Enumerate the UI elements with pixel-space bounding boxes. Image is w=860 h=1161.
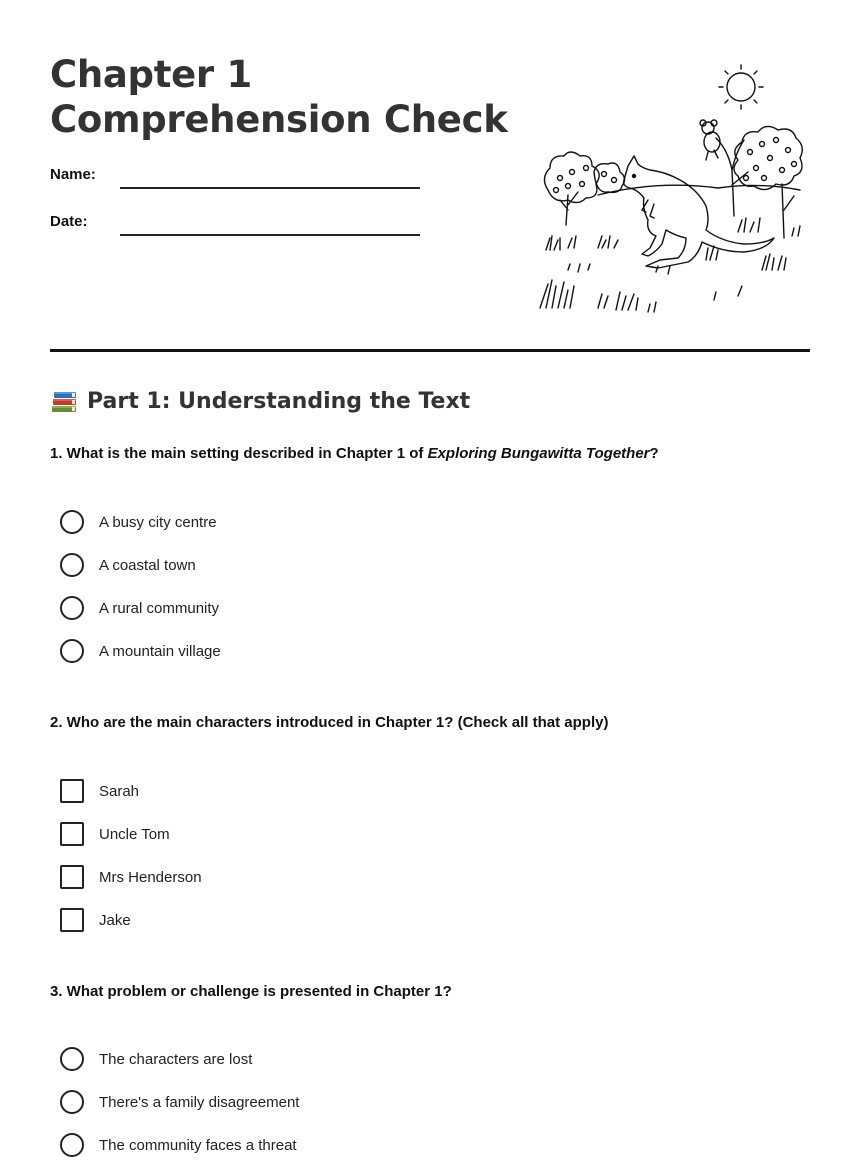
sun-icon (719, 65, 763, 109)
date-field[interactable] (120, 234, 420, 236)
checkbox[interactable] (60, 908, 84, 932)
option-label: Jake (99, 911, 131, 929)
radio-button[interactable] (60, 639, 84, 663)
section-heading-text: Part 1: Understanding the Text (87, 388, 471, 414)
kangaroo-outback-illustration (538, 60, 810, 322)
title-line-2: Comprehension Check (50, 98, 508, 141)
option-label: A rural community (99, 599, 220, 617)
q1-option[interactable] (60, 509, 217, 535)
option-label: A busy city centre (99, 513, 217, 531)
books-icon (50, 388, 78, 414)
q2-option[interactable] (60, 864, 202, 890)
kangaroo-icon (624, 156, 774, 268)
q1-option[interactable] (60, 552, 196, 578)
name-label: Name: (50, 166, 96, 183)
option-label: The characters are lost (99, 1050, 253, 1068)
worksheet-page (50, 0, 810, 1161)
radio-button[interactable] (60, 1090, 84, 1114)
radio-button[interactable] (60, 1047, 84, 1071)
radio-button[interactable] (60, 1133, 84, 1157)
question-1 (50, 445, 659, 462)
date-label: Date: (50, 213, 88, 230)
checkbox[interactable] (60, 865, 84, 889)
q3-option[interactable] (60, 1089, 299, 1115)
checkbox[interactable] (60, 779, 84, 803)
gum-tree-left-icon (544, 152, 624, 225)
page-title (50, 52, 508, 142)
radio-button[interactable] (60, 510, 84, 534)
q3-option[interactable] (60, 1046, 252, 1072)
option-label: A mountain village (99, 642, 221, 660)
question-3: 3. What problem or challenge is presented in Chapter 1? (50, 983, 452, 1000)
q2-option[interactable] (60, 778, 139, 804)
radio-button[interactable] (60, 596, 84, 620)
q2-option[interactable] (60, 907, 131, 933)
option-label: There's a family disagreement (99, 1093, 300, 1111)
option-label: Uncle Tom (99, 825, 170, 843)
question-1-text: 1. What is the main setting described in Chapter 1 of (50, 445, 428, 462)
q1-option[interactable] (60, 595, 219, 621)
option-label: The community faces a threat (99, 1136, 297, 1154)
radio-button[interactable] (60, 553, 84, 577)
option-label: Mrs Henderson (99, 868, 202, 886)
q1-option[interactable] (60, 638, 221, 664)
q3-option[interactable] (60, 1132, 297, 1158)
q2-option[interactable] (60, 821, 170, 847)
checkbox[interactable] (60, 822, 84, 846)
header-divider (50, 349, 810, 352)
option-label: Sarah (99, 782, 140, 800)
title-line-1: Chapter 1 (50, 53, 252, 96)
question-1-suffix: ? (649, 445, 659, 462)
option-label: A coastal town (99, 556, 196, 574)
name-field[interactable] (120, 187, 420, 189)
book-title: Exploring Bungawitta Together (427, 445, 650, 462)
section-heading (50, 388, 470, 414)
question-2: 2. Who are the main characters introduced in Chapter 1? (Check all that apply) (50, 714, 609, 731)
